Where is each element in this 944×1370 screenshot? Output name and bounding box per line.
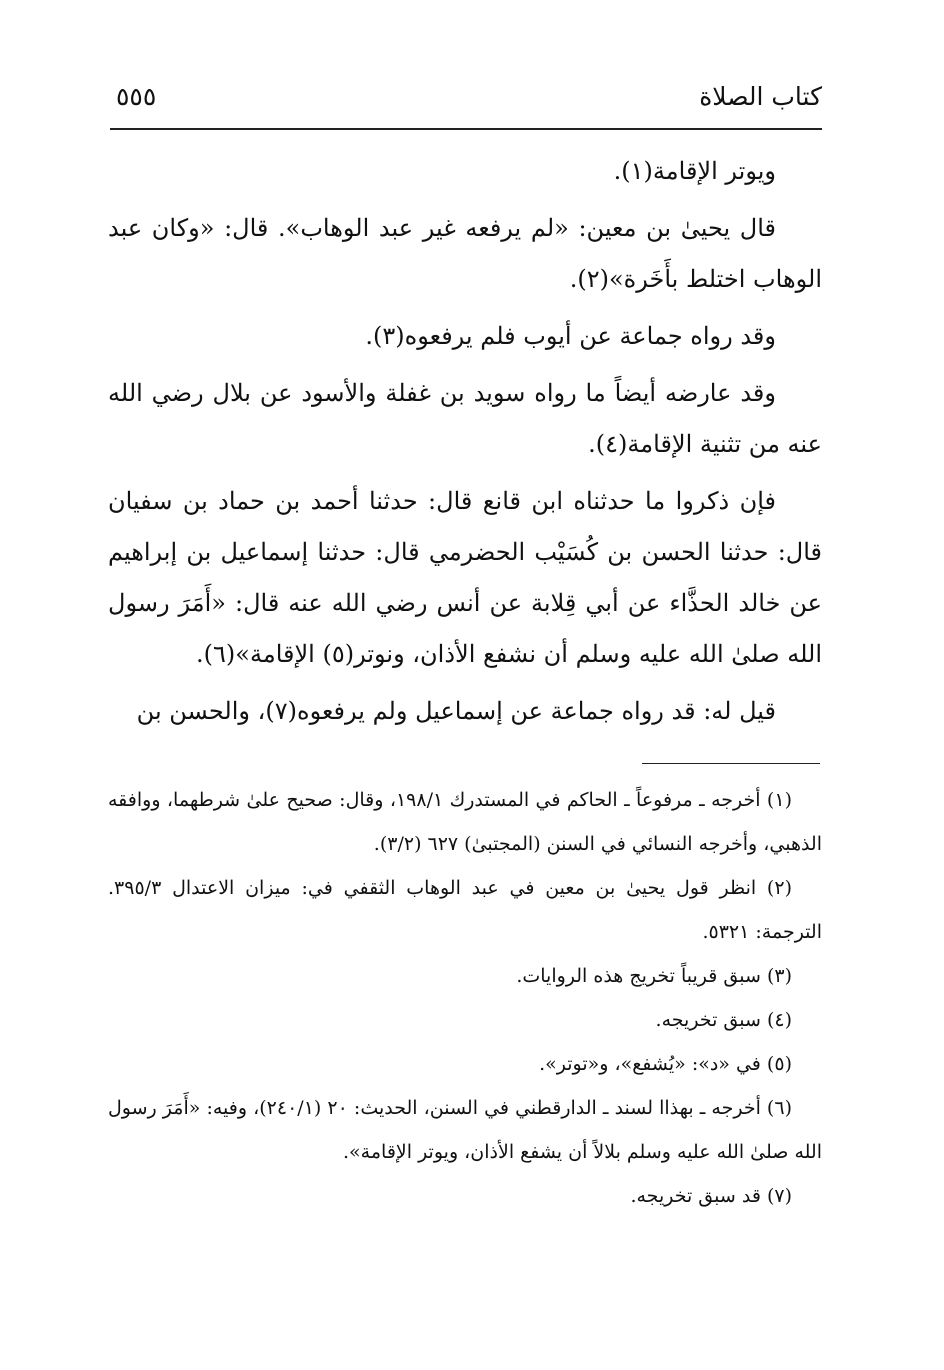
paragraph: وقد رواه جماعة عن أيوب فلم يرفعوه(٣). <box>365 322 776 350</box>
footnote: (٧) قد سبق تخريجه. <box>630 1185 792 1207</box>
paragraph: قال يحيىٰ بن معين: «لم يرفعه غير عبد الوهاب». قال: «وكان عبد الوهاب اختلط بأَخَرة»(٢). <box>108 214 822 293</box>
footnote: (٦) أخرجه ـ بهذاا لسند ـ الدارقطني في السنن، الحديث: ٢٠ (٢٤٠/١)، وفيه: «أَمَرَ رسول الله صلىٰ الله عليه وسلم بلالاً أن يشفع الأذان، ويوتر الإقامة». <box>108 1097 822 1163</box>
footnote: (٥) في «د»: «يُشفع»، و«توتر». <box>539 1053 792 1075</box>
paragraph: ويوتر الإقامة(١). <box>613 157 776 185</box>
main-text <box>108 146 822 743</box>
footnote: (١) أخرجه ـ مرفوعاً ـ الحاكم في المستدرك ١٩٨/١، وقال: صحيح علىٰ شرطهما، ووافقه الذهبي، وأخرجه النسائي في السنن (المجتبىٰ) ٦٢٧ (٣/٢). <box>108 789 822 855</box>
paragraph: فإن ذكروا ما حدثناه ابن قانع قال: حدثنا أحمد بن حماد بن سفيان قال: حدثنا الحسن بن كُسَيْب الحضرمي قال: حدثنا إسماعيل بن إبراهيم عن خالد الحذَّاء عن أبي قِلابة عن أنس رضي الله عنه قال: «أَمَرَ رسول الله صلىٰ الله عليه وسلم أن نشفع الأذان، ونوتر(٥) الإقامة»(٦). <box>108 487 822 668</box>
running-header <box>110 82 822 122</box>
header-divider <box>110 128 822 130</box>
footnote: (٣) سبق قريباً تخريج هذه الروايات. <box>516 965 792 987</box>
footnote-divider <box>642 763 820 764</box>
footnote: (٢) انظر قول يحيىٰ بن معين في عبد الوهاب الثقفي في: ميزان الاعتدال ٣٩٥/٣. الترجمة: ٥٣٢١. <box>108 877 822 943</box>
page-number: ٥٥٥ <box>116 82 157 111</box>
chapter-title: كتاب الصلاة <box>699 82 822 111</box>
paragraph: قيل له: قد رواه جماعة عن إسماعيل ولم يرفعوه(٧)، والحسن بن <box>136 697 776 725</box>
footnotes <box>108 778 822 1218</box>
footnote: (٤) سبق تخريجه. <box>655 1009 792 1031</box>
paragraph: وقد عارضه أيضاً ما رواه سويد بن غفلة والأسود عن بلال رضي الله عنه من تثنية الإقامة(٤). <box>108 379 822 458</box>
